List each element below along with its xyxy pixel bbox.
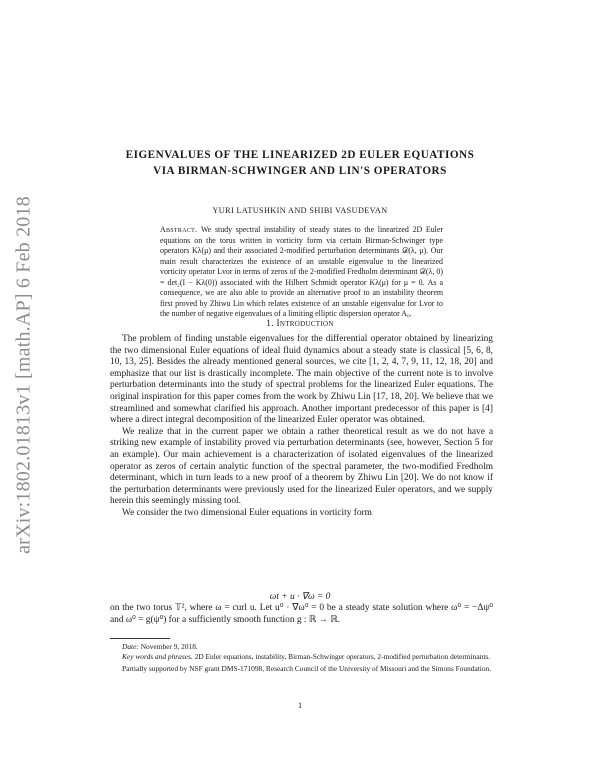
abstract-text: We study spectral instability of steady states to the linearized 2D Euler equations on the torus written in vorticity form via certain Birman-Schwinger type operators Kλ(μ) and their associated 2-modified perturbation determinants 𝒟(λ, μ). Our main result characterizes the existence of an unstable eigenvalue to the linearized vorticity operator Lvor in terms of zeros of the 2-modified Fredholm determinant 𝒟(λ, 0) = det₂(I − Kλ(0)) associated with the Hilbert Schmidt operator Kλ(μ) for μ = 0. As a consequence, we are also able to provide an alternative proof to an instability theorem first proved by Zhiwu Lin which relates existence of an unstable eigenvalue for Lvor to the number of negative eigenvalues of a limiting elliptic dispersion operator A₀.: [160, 225, 443, 318]
paragraph-1: The problem of finding unstable eigenvalues for the differential operator obtained by linearizing the two dimensional Euler equations of ideal fluid dynamics about a steady state is classical [5, 6, 8, 10, 13, 25]. Besides the already mentioned general sources, we cite [1, 2, 4, 7, 9, 11, 12, 18, 20] and emphasize that our list is drastically incomplete. The main objective of the current note is to involve perturbation determinants into the study of spectral problems for the linearized Euler equations. The original inspiration for this paper comes from the work by Zhiwu Lin [17, 18, 20]. We believe that we streamlined and somewhat clarified his approach. Another important predecessor of this paper is [4] where a direct integral decomposition of the linearized Euler operator was obtained.: [110, 334, 493, 426]
vorticity-equation: ωt + u · ∇ω = 0: [269, 592, 331, 602]
section-heading: [100, 319, 500, 329]
footnote-keywords: [110, 652, 493, 662]
abstract-label: Abstract.: [160, 225, 198, 234]
section-title: Introduction: [276, 319, 334, 329]
footnote-date: [110, 642, 493, 652]
abstract: [160, 225, 443, 320]
footnotes: [110, 642, 493, 674]
date-label: Date:: [122, 642, 139, 651]
paragraph-3: We consider the two dimensional Euler equations in vorticity form: [122, 507, 372, 518]
keywords-value: 2D Euler equations, instability, Birman-Schwinger operators, 2-modified perturbation determinants.: [194, 651, 491, 661]
keywords-label: Key words and phrases.: [122, 651, 193, 661]
author-list: YURI LATUSHKIN AND SHIBI VASUDEVAN: [212, 206, 388, 215]
paragraph-2: We realize that in the current paper we obtain a rather theoretical result as we do not have a striking new example of instability proved via perturbation determinants (see, however, Section 5 for an example). Our main achievement is a characterization of isolated eigenvalues of the linearized operator as zeros of certain analytic function of the spectral parameter, the two-modified Fredholm determinant, which in turn leads to a new proof of a theorem by Zhiwu Lin [20]. We do not know if the perturbation determinants were previously used for the linearized Euler operators, and we supply herein this seemingly missing tool.: [110, 426, 493, 507]
paragraph-4: on the two torus 𝕋², where ω = curl u. Let u⁰ · ∇ω⁰ = 0 be a steady state solution where ω⁰ = −Δψ⁰ and ω⁰ = g(ψ⁰) for a sufficiently smooth function g : ℝ → ℝ.: [110, 603, 493, 625]
section-number: 1.: [266, 319, 274, 329]
arxiv-identifier-text: arXiv:1802.01813v1 [math.AP] 6 Feb 2018: [12, 196, 35, 554]
introduction-body: [110, 334, 493, 520]
arxiv-identifier-stamp: [4, 175, 44, 575]
title-line-1: EIGENVALUES OF THE LINEARIZED 2D EULER EQUATIONS: [125, 149, 475, 161]
title-line-2: VIA BIRMAN-SCHWINGER AND LIN'S OPERATORS: [153, 165, 447, 177]
footnote-divider: [110, 638, 170, 639]
date-value: November 9, 2018.: [140, 642, 198, 651]
paper-title: [100, 147, 500, 179]
page-number: 1: [297, 701, 303, 710]
footnote-funding: Partially supported by NSF grant DMS-171098, Research Council of the University of Missouri and the Simons Foundation.: [122, 664, 492, 674]
post-equation-text: [110, 603, 493, 626]
